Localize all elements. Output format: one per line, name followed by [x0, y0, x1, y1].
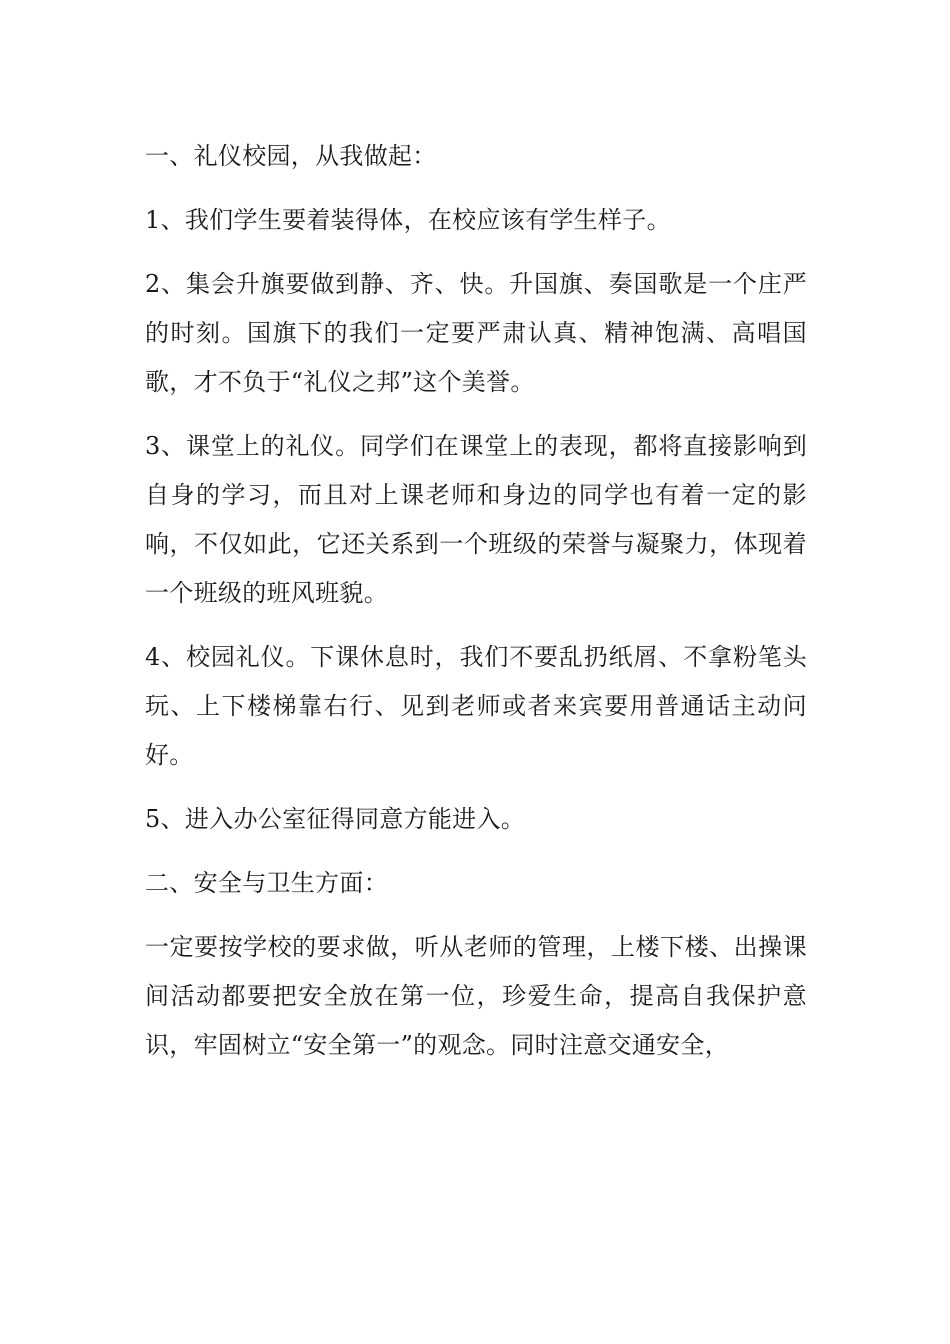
paragraph-item-3: 3、课堂上的礼仪。同学们在课堂上的表现，都将直接影响到自身的学习，而且对上课老师和身边的同学也有着一定的影响，不仅如此，它还关系到一个班级的荣誉与凝聚力，体现着一个班级的班风班貌。: [145, 432, 807, 607]
section-heading-safety: 二、安全与卫生方面：: [145, 869, 388, 897]
paragraph-safety-body: 一定要按学校的要求做，听从老师的管理，上楼下楼、出操课间活动都要把安全放在第一位，珍爱生命，提高自我保护意识，牢固树立“安全第一”的观念。同时注意交通安全，: [145, 933, 807, 1059]
paragraph-item-5: 5、进入办公室征得同意方能进入。: [145, 805, 526, 833]
paragraph-item-2: 2、集会升旗要做到静、齐、快。升国旗、奏国歌是一个庄严的时刻。国旗下的我们一定要严肃认真、精神饱满、高唱国歌，才不负于“礼仪之邦”这个美誉。: [145, 270, 807, 396]
document-body: [145, 132, 807, 1085]
paragraph-item-1: 1、我们学生要着装得体，在校应该有学生样子。: [145, 206, 671, 234]
paragraph-item-4: 4、校园礼仪。下课休息时，我们不要乱扔纸屑、不拿粉笔头玩、上下楼梯靠右行、见到老师或者来宾要用普通话主动问好。: [145, 643, 807, 769]
section-heading-etiquette: 一、礼仪校园，从我做起：: [145, 142, 437, 170]
